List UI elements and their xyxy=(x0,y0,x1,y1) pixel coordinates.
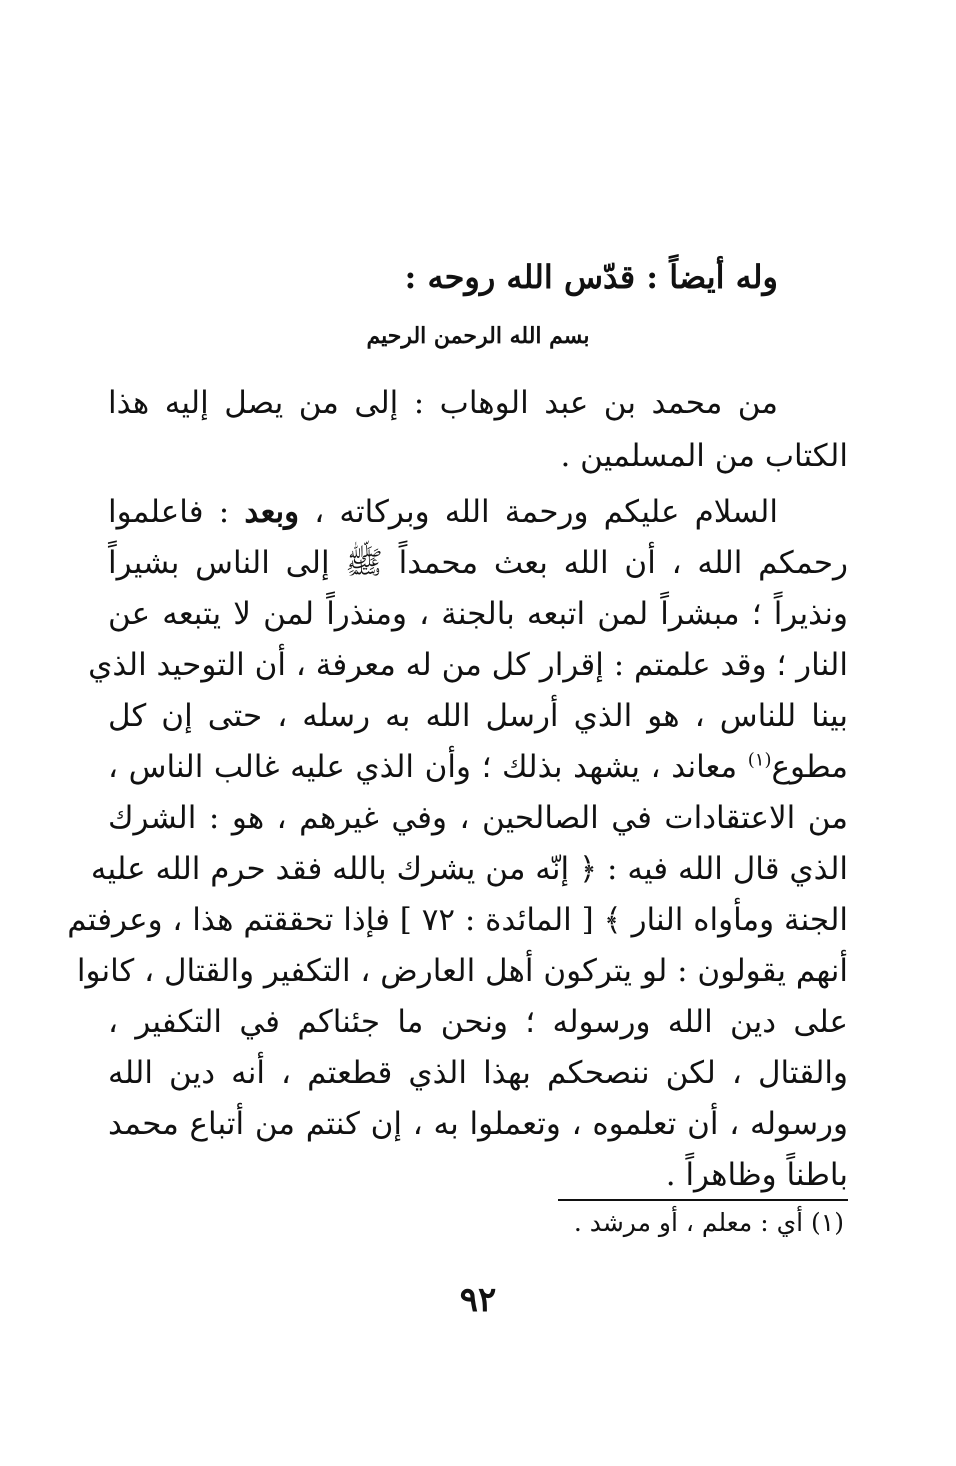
fa-alamu-text: : فاعلموا xyxy=(108,494,230,530)
greeting-text: السلام عليكم ورحمة الله وبركاته ، xyxy=(314,494,778,530)
letter-heading: وله أيضاً : قدّس الله روحه : xyxy=(404,258,778,296)
line-6-rest: معاند ، يشهد بذلك ؛ وأن الذي عليه غالب الناس ، xyxy=(108,749,738,785)
mutawwi-text: مطوع xyxy=(771,749,849,785)
basmala: بسم الله الرحمن الرحيم xyxy=(366,323,590,349)
paragraph-2-line-12: والقتال ، لكن ننصحكم بهذا الذي قطعتم ، أنه دين الله xyxy=(108,1055,848,1091)
paragraph-2-line-3: ونذيراً ؛ مبشراً لمن اتبعه بالجنة ، ومنذراً لمن لا يتبعه عن xyxy=(108,596,848,632)
paragraph-2-line-9: الجنة ومأواه النار ﴾ [ المائدة : ٧٢ ] فإذا تحققتم هذا ، وعرفتم xyxy=(67,902,848,938)
paragraph-2-line-4: النار ؛ وقد علمتم : إقرار كل من له معرفة ، أن التوحيد الذي xyxy=(88,647,848,683)
paragraph-2-line-5: بينا للناس ، هو الذي أرسل الله به رسله ، حتى إن كل xyxy=(108,698,848,734)
paragraph-2-line-13: ورسوله ، أن تعلموه ، وتعملوا به ، إن كنتم من أتباع محمد xyxy=(108,1106,848,1142)
paragraph-2-line-1 xyxy=(108,487,778,537)
page-number: ٩٢ xyxy=(459,1280,497,1320)
footnote-divider xyxy=(558,1199,848,1201)
paragraph-2-line-11: على دين الله ورسوله ؛ ونحن ما جئناكم في التكفير ، xyxy=(108,1004,848,1040)
paragraph-2-line-14: باطناً وظاهراً . xyxy=(665,1157,848,1193)
wa-baad-bold: وبعد xyxy=(244,494,300,530)
paragraph-2-line-2: رحمكم الله ، أن الله بعث محمداً ﷺ إلى الناس بشيراً xyxy=(108,545,848,581)
footnote: (١) أي : معلم ، أو مرشد . xyxy=(573,1208,844,1237)
paragraph-2-line-6 xyxy=(108,742,848,792)
paragraph-2-line-7: من الاعتقادات في الصالحين ، وفي غيرهم ، هو : الشرك xyxy=(108,800,848,836)
paragraph-2-line-8: الذي قال الله فيه : ﴿ إنّه من يشرك بالله فقد حرم الله عليه xyxy=(90,851,848,887)
paragraph-2-line-10: أنهم يقولون : لو يتركون أهل العارض ، التكفير والقتال ، كانوا xyxy=(76,953,848,989)
paragraph-1-line-2: الكتاب من المسلمين . xyxy=(560,438,848,474)
paragraph-1-line-1: من محمد بن عبد الوهاب : إلى من يصل إليه هذا xyxy=(108,385,778,421)
footnote-marker: (١) xyxy=(747,749,772,771)
